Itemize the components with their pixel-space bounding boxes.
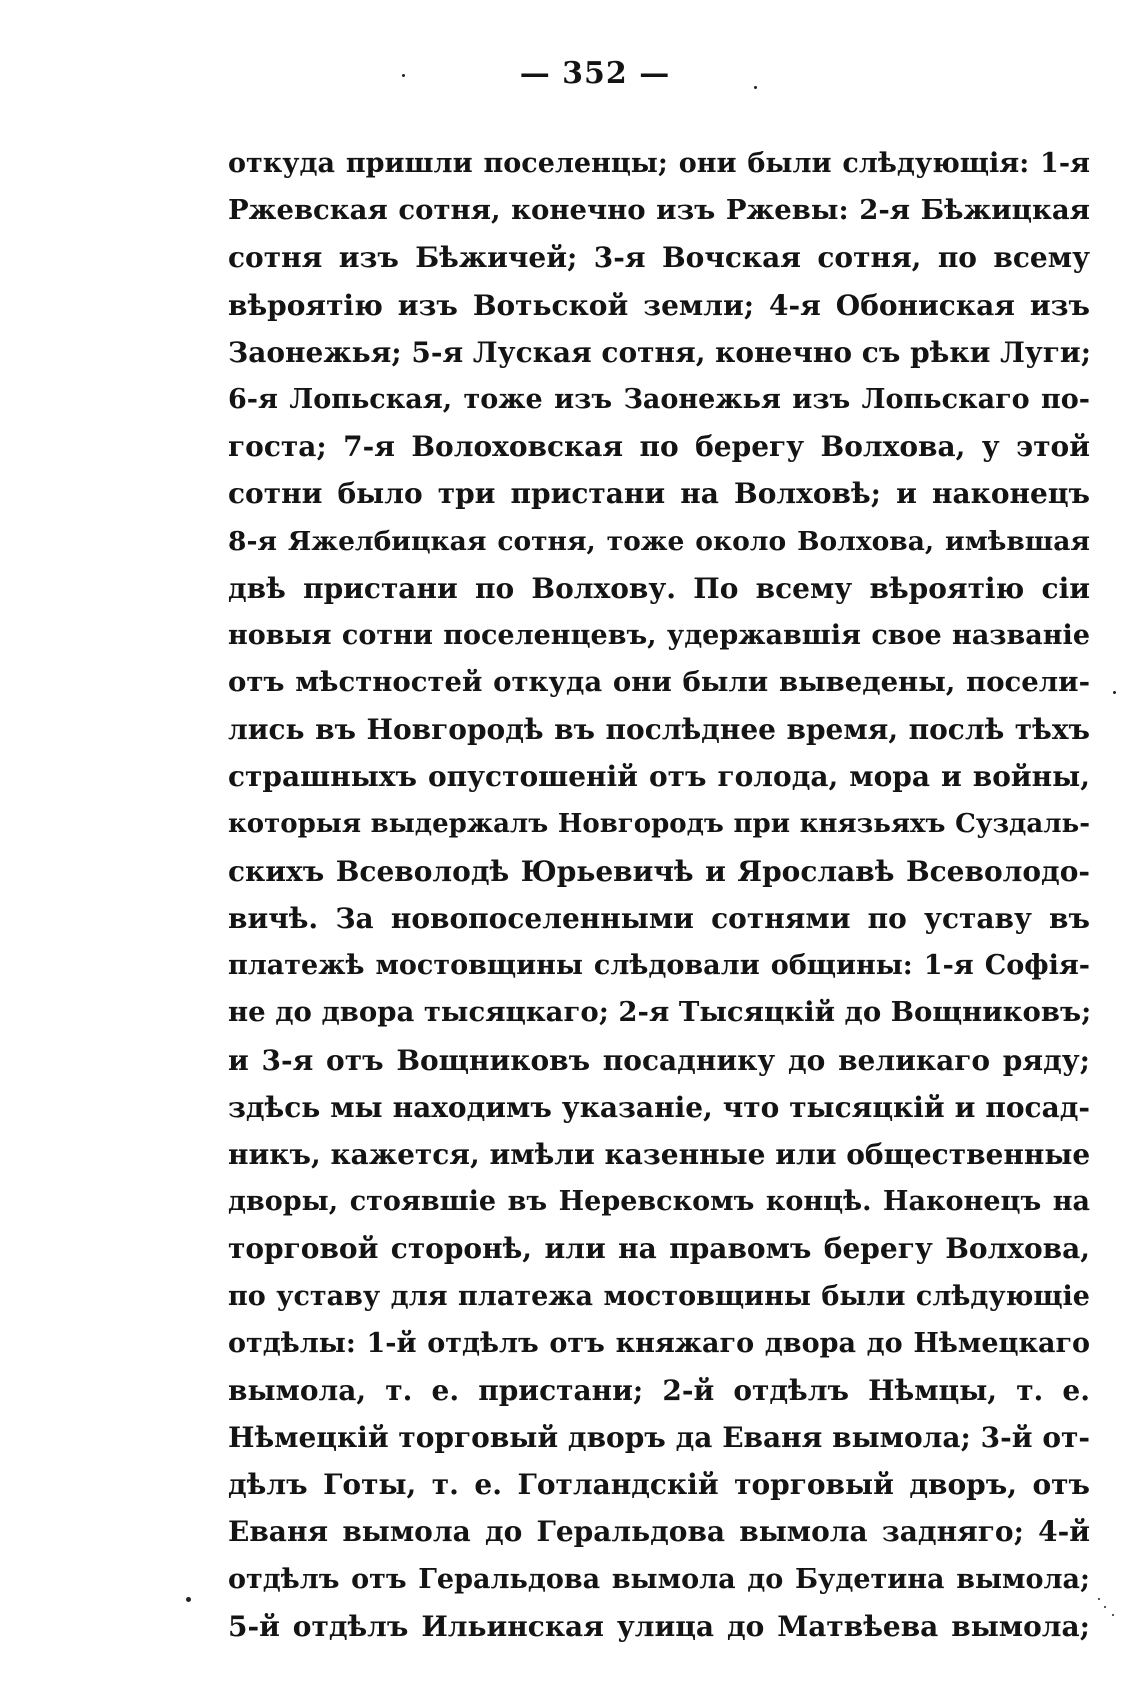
text-line: Нѣмецкій торговый дворъ да Еваня вымола; 3-й от- (228, 1421, 1090, 1455)
scan-speck (1113, 691, 1116, 694)
text-line: никъ, кажется, имѣли казенные или общественные (228, 1137, 1091, 1171)
scan-speck (402, 74, 405, 77)
text-line: Ржевская сотня, конечно изъ Ржевы: 2-я Бѣжицкая (228, 194, 1090, 227)
text-line: отъ мѣстностей откуда они были выведены, посели- (228, 666, 1090, 699)
text-line: вымола, т. е. пристани; 2-й отдѣлъ Нѣмцы, т. е. (228, 1373, 1090, 1407)
scan-speck (1104, 1606, 1106, 1608)
page-number: — 352 — (519, 56, 671, 91)
text-line: 8-я Яжелбицкая сотня, тоже около Волхова, имѣвшая (228, 525, 1090, 557)
text-line: новыя сотни поселенцевъ, удержавшія свое названіе (228, 619, 1090, 651)
text-line: отдѣлъ отъ Геральдова вымола до Будетина вымола; (228, 1563, 1090, 1595)
text-line: двѣ пристани по Волхову. По всему вѣроятію сіи (228, 571, 1090, 605)
text-line: скихъ Всеволодѣ Юрьевичѣ и Ярославѣ Всеволодо- (228, 854, 1090, 888)
text-line: сотня изъ Бѣжичей; 3-я Вочская сотня, по всему (228, 241, 1090, 275)
scan-speck (1098, 1598, 1100, 1600)
text-line: сотни было три пристани на Волховѣ; и наконецъ (228, 477, 1090, 511)
text-line: Заонежья; 5-я Луская сотня, конечно съ рѣки Луги; (228, 335, 1092, 369)
text-line: лись въ Новгородѣ въ послѣднее время, послѣ тѣхъ (228, 713, 1090, 747)
text-line: дѣлъ Готы, т. е. Готландскій торговый дворъ, отъ (228, 1468, 1090, 1502)
text-line: госта; 7-я Волоховская по берегу Волхова, у этой (228, 430, 1090, 464)
body-text (228, 140, 1090, 1650)
text-line: здѣсь мы находимъ указаніе, что тысяцкій и посад- (228, 1090, 1090, 1124)
scan-speck (1112, 1614, 1114, 1616)
text-line: вичѣ. За новопоселенными сотнями по уставу въ (228, 902, 1090, 935)
scan-speck (186, 1597, 191, 1602)
text-line: платежѣ мостовщины слѣдовали общины: 1-я Софія- (228, 950, 1090, 982)
text-line: и 3-я отъ Вощниковъ посаднику до великаго ряду; (228, 1043, 1090, 1077)
text-line: 5-й отдѣлъ Ильинская улица до Матвѣева вымола; (228, 1609, 1090, 1643)
text-line: отдѣлы: 1-й отдѣлъ отъ княжаго двора до Нѣмецкаго (228, 1327, 1090, 1359)
text-line: Еваня вымола до Геральдова вымола задняго; 4-й (228, 1515, 1090, 1549)
text-line: 6-я Лопьская, тоже изъ Заонежья изъ Лопьскаго по- (228, 383, 1090, 415)
text-line: вѣроятію изъ Вотьской земли; 4-я Обониская изъ (228, 288, 1090, 322)
text-line: дворы, стоявшіе въ Неревскомъ концѣ. Наконецъ на (228, 1186, 1090, 1218)
text-line: которыя выдержалъ Новгородъ при князьяхъ Суздаль- (228, 808, 1090, 839)
text-line: откуда пришли поселенцы; они были слѣдующія: 1-я (228, 148, 1090, 179)
text-line: не до двора тысяцкаго; 2-я Тысяцкій до Вощниковъ; (228, 996, 1092, 1029)
text-line: торговой сторонѣ, или на правомъ берегу Волхова, (228, 1232, 1090, 1266)
text-line: по уставу для платежа мостовщины были слѣдующіе (228, 1280, 1090, 1312)
scan-speck (754, 86, 757, 89)
text-line: страшныхъ опустошеній отъ голода, мора и войны, (228, 760, 1090, 794)
